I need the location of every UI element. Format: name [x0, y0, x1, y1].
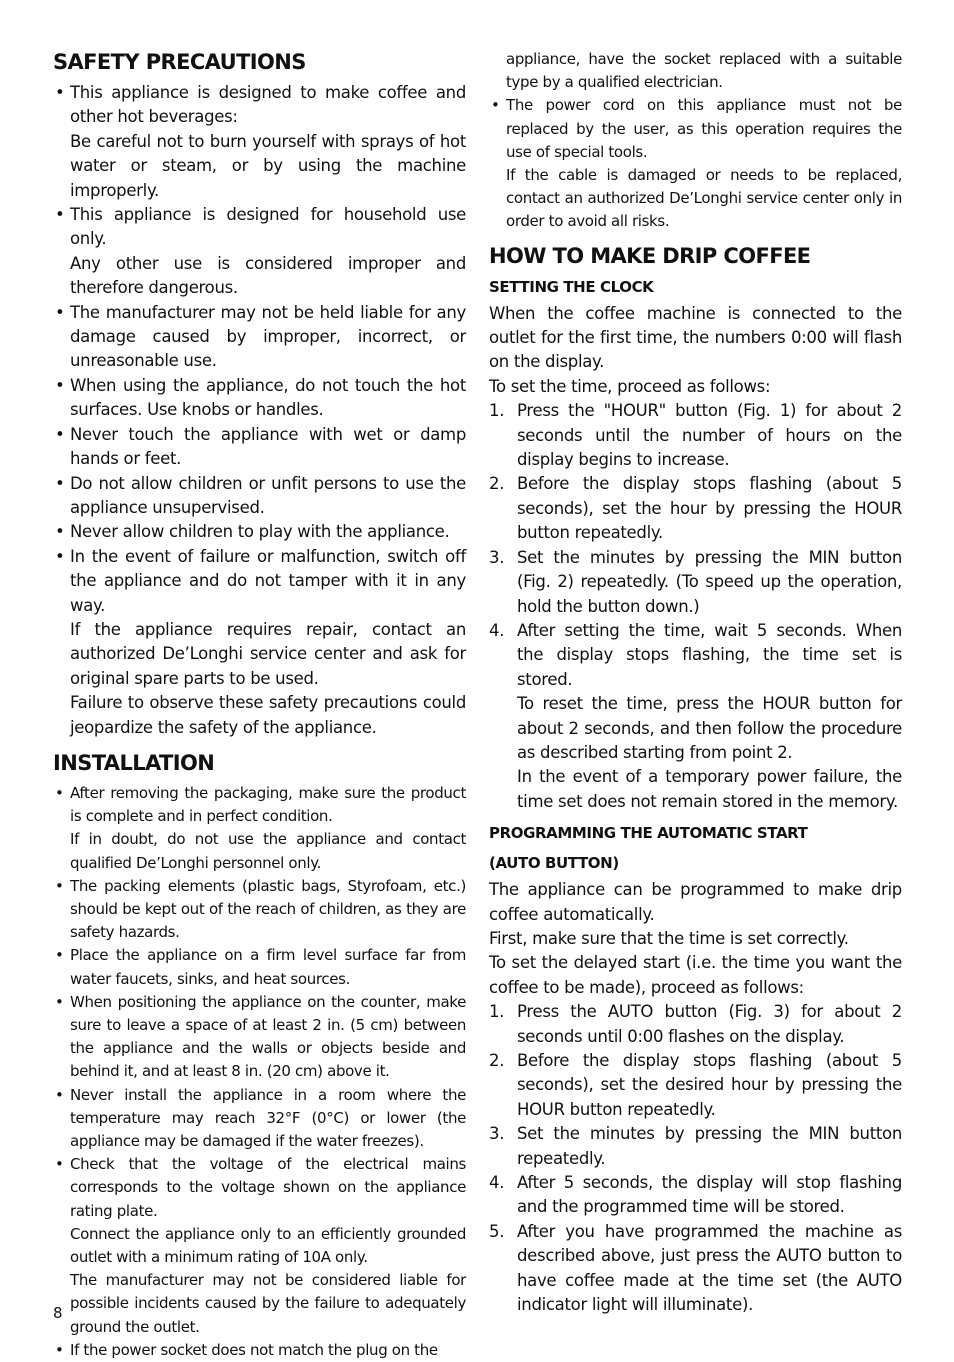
auto-intro	[489, 878, 902, 1000]
step-number: 5.	[489, 1221, 505, 1241]
safety-list	[53, 81, 466, 740]
list-item-text: Connect the appliance only to an efficiently grounded outlet with a minimum rating of 10A only.	[70, 1224, 466, 1267]
clock-intro	[489, 302, 902, 400]
bullet-icon: •	[491, 96, 500, 115]
list-item	[53, 1153, 466, 1339]
list-item-text: When positioning the appliance on the counter, make sure to leave a space of at least 2 in. (5 cm) between the appliance and the walls or objects beside and behind it, and at least 8 in. (20 cm) above it.	[70, 992, 466, 1081]
list-item	[53, 301, 466, 374]
step-item	[489, 1000, 902, 1049]
bullet-icon: •	[55, 546, 65, 566]
list-item-text: The manufacturer may not be considered liable for possible incidents caused by the failure to adequately ground the outlet.	[70, 1271, 466, 1336]
auto-steps	[489, 1000, 902, 1317]
list-item-text: If the appliance requires repair, contact an authorized De’Longhi service center and ask for original spare parts to be used.	[70, 619, 466, 688]
bullet-icon: •	[55, 992, 64, 1011]
list-item	[53, 991, 466, 1084]
bullet-icon: •	[55, 1085, 64, 1104]
step-item	[489, 1220, 902, 1318]
bullet-icon: •	[55, 473, 65, 493]
list-item	[53, 81, 466, 203]
step-text: After you have programmed the machine as described above, just press the AUTO button to have coffee made at the time set (the AUTO indicator light will illuminate).	[517, 1221, 902, 1315]
list-item-text: If the power socket does not match the plug on the	[70, 1340, 438, 1359]
step-item	[489, 546, 902, 619]
list-item	[53, 1339, 466, 1362]
step-number: 1.	[489, 401, 505, 421]
list-item-text: Never touch the appliance with wet or damp hands or feet.	[70, 424, 466, 469]
bullet-icon: •	[55, 375, 65, 395]
step-text: Before the display stops flashing (about 5 seconds), set the desired hour by pressing the HOUR button repeatedly.	[517, 1051, 902, 1119]
step-item	[489, 472, 902, 545]
list-item-text: Do not allow children or unfit persons to use the appliance unsupervised.	[70, 473, 466, 517]
list-item-text: This appliance is designed to make coffee and other hot beverages:	[70, 83, 466, 127]
left-column	[53, 48, 466, 1362]
step-item	[489, 1122, 902, 1171]
list-item-text: When using the appliance, do not touch the hot surfaces. Use knobs or handles.	[70, 375, 466, 420]
list-item	[53, 203, 466, 301]
list-item	[489, 94, 902, 233]
list-item-text: The packing elements (plastic bags, Styrofoam, etc.) should be kept out of the reach of children, as they are safety hazards.	[70, 876, 466, 942]
step-number: 4.	[489, 1173, 505, 1193]
bullet-icon: •	[55, 876, 64, 895]
step-text: Press the "HOUR" button (Fig. 1) for about 2 seconds until the number of hours on the display begins to increase.	[517, 401, 902, 470]
bullet-icon: •	[55, 1155, 64, 1174]
list-item	[53, 374, 466, 423]
list-item	[53, 944, 466, 990]
paragraph: The appliance can be programmed to make drip coffee automatically.	[489, 880, 902, 924]
step-text: After setting the time, wait 5 seconds. When the display stops flashing, the time set is stored.	[517, 620, 902, 689]
step-number: 1.	[489, 1002, 505, 1022]
list-item	[53, 472, 466, 521]
list-item-text: After removing the packaging, make sure the product is complete and in perfect condition.	[70, 783, 466, 826]
paragraph: First, make sure that the time is set correctly.	[489, 928, 849, 948]
bullet-icon: •	[55, 783, 64, 802]
bullet-icon: •	[55, 522, 65, 542]
list-item-text: Place the appliance on a firm level surface far from water faucets, sinks, and heat sources.	[70, 946, 466, 988]
list-item	[53, 782, 466, 875]
drip-coffee-heading: HOW TO MAKE DRIP COFFEE	[489, 243, 811, 268]
list-item	[53, 545, 466, 740]
installation-list	[53, 782, 466, 1362]
step-text: Set the minutes by pressing the MIN button (Fig. 2) repeatedly. (To speed up the operation, hold the button down.)	[517, 547, 902, 616]
auto-start-subheading: PROGRAMMING THE AUTOMATIC START	[489, 824, 808, 843]
list-item-text: Never install the appliance in a room where the temperature may reach 32°F (0°C) or lower (the appliance may be damaged if the water freezes).	[70, 1085, 466, 1151]
list-item	[53, 875, 466, 945]
step-number: 2.	[489, 474, 505, 494]
list-item-text: The power cord on this appliance must not be replaced by the user, as this operation requires the use of special tools.	[506, 96, 902, 161]
step-number: 3.	[489, 1124, 505, 1144]
step-number: 3.	[489, 547, 505, 567]
installation-heading: INSTALLATION	[53, 750, 215, 775]
list-item	[53, 520, 466, 544]
list-item-text: Failure to observe these safety precautions could jeopardize the safety of the appliance.	[70, 693, 466, 737]
bullet-icon: •	[55, 302, 65, 322]
bullet-icon: •	[55, 205, 65, 225]
list-item-text: Never allow children to play with the appliance.	[70, 522, 450, 542]
bullet-icon: •	[55, 946, 64, 965]
list-item-text: If in doubt, do not use the appliance and contact qualified De’Longhi personnel only.	[70, 830, 466, 872]
installation-continued-text: appliance, have the socket replaced with a suitable type by a qualified electrician.	[506, 50, 902, 92]
list-item-text: Any other use is considered improper and therefore dangerous.	[70, 253, 466, 298]
setting-clock-subheading: SETTING THE CLOCK	[489, 277, 654, 296]
list-item-text: This appliance is designed for household use only.	[70, 205, 466, 249]
list-item-text: Be careful not to burn yourself with sprays of hot water or steam, or by using the machine improperly.	[70, 131, 466, 200]
auto-button-subheading: (AUTO BUTTON)	[489, 854, 619, 873]
bullet-icon: •	[55, 424, 65, 444]
paragraph: To set the time, proceed as follows:	[489, 376, 771, 396]
installation-continued	[489, 48, 902, 234]
list-item	[53, 423, 466, 472]
list-item-text: Check that the voltage of the electrical mains corresponds to the voltage shown on the appliance rating plate.	[70, 1155, 466, 1220]
bullet-icon: •	[55, 83, 65, 102]
step-text: Press the AUTO button (Fig. 3) for about 2 seconds until 0:00 flashes on the display.	[517, 1002, 902, 1046]
list-item	[53, 1084, 466, 1154]
list-item-text: If the cable is damaged or needs to be replaced, contact an authorized De’Longhi service center only in order to avoid all risks.	[506, 166, 902, 231]
list-item-text: In the event of failure or malfunction, switch off the appliance and do not tamper with it in any way.	[70, 546, 466, 615]
paragraph: When the coffee machine is connected to the outlet for the first time, the numbers 0:00 will flash on the display.	[489, 303, 902, 372]
step-number: 2.	[489, 1051, 505, 1070]
step-text: In the event of a temporary power failure, the time set does not remain stored in the memory.	[517, 767, 902, 811]
paragraph: To set the delayed start (i.e. the time you want the coffee to be made), proceed as follows:	[489, 953, 902, 997]
step-item	[489, 1171, 902, 1220]
step-text: Before the display stops flashing (about 5 seconds), set the hour by pressing the HOUR button repeatedly.	[517, 474, 902, 543]
clock-steps	[489, 399, 902, 814]
installation-list-continued	[489, 94, 902, 233]
step-text: To reset the time, press the HOUR button for about 2 seconds, and then follow the procedure as described starting from point 2.	[517, 694, 902, 762]
bullet-icon: •	[55, 1340, 64, 1359]
step-item	[489, 399, 902, 472]
step-number: 4.	[489, 620, 505, 640]
list-item-text: The manufacturer may not be held liable for any damage caused by improper, incorrect, or unreasonable use.	[70, 302, 466, 371]
step-text: Set the minutes by pressing the MIN button repeatedly.	[517, 1124, 902, 1168]
right-column	[489, 48, 902, 1317]
step-item	[489, 1049, 902, 1122]
safety-precautions-heading: SAFETY PRECAUTIONS	[53, 50, 306, 74]
step-text: After 5 seconds, the display will stop flashing and the programmed time will be stored.	[517, 1173, 902, 1217]
step-item	[489, 619, 902, 814]
page-number: 8	[53, 1304, 63, 1322]
